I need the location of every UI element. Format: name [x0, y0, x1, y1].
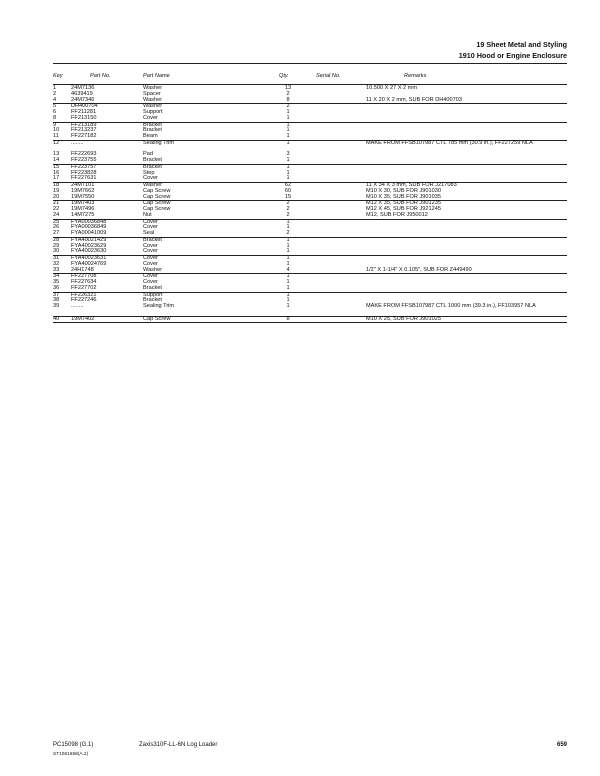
part-qty: 8 [286, 96, 290, 103]
part-name: Cover [143, 273, 158, 280]
part-name: Cover [143, 224, 158, 231]
part-qty: 1 [286, 279, 290, 285]
part-number: ........ [71, 139, 84, 146]
part-key: 12 [53, 139, 60, 146]
part-key: 27 [53, 230, 60, 236]
part-group [53, 293, 567, 317]
section-title: 19 Sheet Metal and Styling [476, 40, 567, 49]
part-group [53, 274, 567, 292]
part-key: 25 [53, 218, 60, 225]
part-key: 20 [53, 193, 60, 200]
part-name: Washer [143, 96, 163, 103]
part-qty: 1 [286, 255, 290, 261]
part-key: 6 [53, 109, 57, 115]
part-number: FF213150 [71, 114, 97, 121]
part-qty: 1 [286, 127, 290, 134]
header-rule [53, 63, 567, 64]
part-name: Washer [143, 103, 163, 110]
part-qty: 1 [286, 297, 290, 304]
part-qty: 1 [286, 121, 290, 128]
part-name: Cap Screw [143, 315, 171, 322]
part-number: FF227631 [71, 175, 97, 182]
part-key: 39 [53, 303, 60, 309]
part-qty: 1 [286, 175, 290, 182]
table-row [53, 141, 567, 153]
part-qty: 2 [286, 206, 290, 212]
part-number: 19M7403 [71, 200, 95, 207]
part-number: FF213237 [71, 127, 97, 134]
part-key: 17 [53, 175, 60, 182]
table-row [53, 249, 567, 255]
part-name: Cap Screw [143, 187, 171, 194]
part-remarks: MAKE FROM FFSB107987 CTL 1000 mm (39.3 in.), FF103957 NLA [366, 303, 536, 309]
part-name: Sealing Trim [143, 139, 175, 146]
part-number: FYA40021429 [71, 236, 107, 243]
part-name: Cap Screw [143, 206, 171, 212]
part-qty: 1 [286, 291, 290, 298]
column-header-serial-no: Serial No. [316, 73, 341, 79]
part-qty: 2 [286, 230, 290, 236]
part-key: 28 [53, 236, 60, 243]
footer-model: Zaxis310F-LL-6N Log Loader [139, 742, 218, 748]
table-row [53, 134, 567, 140]
part-name: Bracket [143, 297, 162, 304]
part-group [53, 238, 567, 256]
part-remarks: M10 X 25, SUB FOR J901025 [366, 315, 441, 322]
part-number: FF223755 [71, 157, 97, 163]
part-remarks: M10 X 35, SUB FOR J901035 [366, 193, 441, 200]
part-name: Washer [143, 182, 163, 188]
part-name: Beam [143, 133, 158, 139]
part-remarks: 10.500 X 27 X 2 mm [366, 85, 417, 91]
part-number: FYA00036848 [71, 218, 107, 225]
part-name: Support [143, 109, 163, 115]
part-name: Spacer [143, 90, 161, 97]
part-key: 4 [53, 96, 57, 103]
part-number: 19M7496 [71, 206, 95, 212]
table-row [53, 213, 567, 219]
part-key: 37 [53, 291, 60, 298]
part-qty: 1 [286, 114, 290, 121]
part-number: FF222693 [71, 151, 97, 158]
footer-doc-id: PC15098 (G.1) [53, 742, 94, 748]
part-number: 19M7402 [71, 315, 95, 322]
part-name: Bracket [143, 157, 162, 163]
part-qty: 15 [284, 193, 292, 200]
part-qty: 1 [286, 303, 290, 309]
part-name: Washer [143, 85, 163, 91]
part-qty: 1 [286, 157, 290, 163]
part-qty: 13 [284, 85, 292, 91]
part-number: FYA40024769 [71, 260, 107, 267]
column-header-part-name: Part Name [143, 73, 170, 79]
part-qty: 1 [286, 169, 290, 176]
part-remarks: 1/2" X 1-1/4" X 0.105", SUB FOR Z449490 [366, 266, 472, 273]
part-name: Step [143, 169, 155, 176]
part-key: 36 [53, 284, 60, 291]
part-number: FYA00036849 [71, 224, 107, 231]
part-key: 38 [53, 297, 60, 304]
part-group [53, 183, 567, 201]
part-name: Cover [143, 248, 158, 255]
part-key: 15 [53, 163, 60, 170]
part-qty: 3 [286, 151, 290, 158]
part-name: Cover [143, 279, 158, 285]
part-number: FF227702 [71, 284, 97, 291]
parts-table [53, 86, 567, 323]
part-remarks: M10 X 30, SUB FOR J901030 [366, 187, 441, 194]
part-key: 2 [53, 90, 57, 97]
part-qty: 2 [286, 200, 290, 207]
part-remarks: M12 X 45, SUB FOR J921245 [366, 206, 441, 212]
part-number: FF226321 [71, 291, 97, 298]
part-name: Cover [143, 175, 158, 182]
part-number: 19M7550 [71, 193, 95, 200]
part-group [53, 201, 567, 219]
part-key: 33 [53, 266, 60, 273]
part-number: FF223828 [71, 169, 97, 176]
part-name: Bracket [143, 127, 162, 134]
table-row [53, 286, 567, 292]
part-number: FF211281 [71, 109, 97, 115]
part-number: FYA40023631 [71, 255, 107, 261]
part-name: Support [143, 291, 163, 298]
column-header-qty: Qty. [279, 73, 289, 79]
table-row [53, 195, 567, 201]
part-name: Nut [143, 211, 152, 218]
part-number: FF213189 [71, 121, 97, 128]
part-key: 40 [53, 315, 60, 322]
part-key: 1 [53, 85, 57, 91]
part-name: Cover [143, 260, 158, 267]
part-key: 29 [53, 242, 60, 249]
part-qty: 2 [286, 90, 290, 97]
part-qty: 1 [286, 242, 290, 249]
part-key: 31 [53, 255, 60, 261]
part-key: 14 [53, 157, 60, 163]
part-key: 10 [53, 127, 60, 134]
page-number: 659 [556, 742, 567, 748]
part-number: FYA40023630 [71, 248, 107, 255]
part-name: Cover [143, 218, 158, 225]
part-number: 19M7662 [71, 187, 95, 194]
part-qty: 1 [286, 139, 290, 146]
part-group [53, 256, 567, 274]
subsection-title: 1910 Hood or Engine Enclosure [458, 51, 567, 60]
part-name: Cover [143, 242, 158, 249]
part-name: Sealing Trim [143, 303, 175, 309]
part-key: 35 [53, 279, 60, 285]
column-header-rule [53, 84, 567, 85]
table-row [53, 176, 567, 182]
part-name: Cover [143, 114, 158, 121]
part-remarks: M12 X 35, SUB FOR J901235 [366, 200, 441, 207]
part-name: Seal [143, 230, 155, 236]
part-remarks: M12, SUB FOR J950012 [366, 211, 428, 218]
part-name: Bracket [143, 121, 162, 128]
part-key: 8 [53, 114, 57, 121]
part-key: 18 [53, 182, 60, 188]
table-row [53, 158, 567, 164]
part-qty: 4 [286, 266, 290, 273]
part-qty: 1 [286, 109, 290, 115]
part-name: Bracket [143, 236, 162, 243]
part-group [53, 165, 567, 183]
part-number: FF227182 [71, 133, 97, 139]
part-qty: 8 [286, 315, 290, 322]
part-qty: 1 [286, 273, 290, 280]
part-number: ........ [71, 303, 84, 309]
part-name: Cover [143, 255, 158, 261]
part-qty: 1 [286, 260, 290, 267]
part-key: 9 [53, 121, 57, 128]
part-group [53, 104, 567, 122]
part-name: Cap Screw [143, 200, 171, 207]
part-qty: 2 [286, 211, 290, 218]
part-key: 13 [53, 151, 60, 158]
part-remarks: 11 X 20 X 2 mm, SUB FOR DH400703 [366, 96, 462, 103]
part-key: 26 [53, 224, 60, 231]
part-qty: 1 [286, 248, 290, 255]
part-number: 14M7275 [71, 211, 95, 218]
part-name: Bracket [143, 163, 162, 170]
part-qty: 1 [286, 163, 290, 170]
part-qty: 1 [286, 218, 290, 225]
part-number: 24M7346 [71, 96, 95, 103]
part-key: 32 [53, 260, 60, 267]
part-key: 30 [53, 248, 60, 255]
part-number: FF223757 [71, 163, 97, 170]
column-header-key: Key [53, 73, 63, 79]
part-qty: 2 [286, 103, 290, 110]
part-key: 21 [53, 200, 60, 207]
part-number: FYA00041009 [71, 230, 107, 236]
part-group [53, 86, 567, 104]
table-row [53, 317, 567, 323]
column-header-part-no: Part No. [90, 73, 111, 79]
part-key: 11 [53, 133, 59, 139]
part-number: DH400704 [71, 103, 98, 110]
part-name: Pad [143, 151, 153, 158]
footer-code: ST1061658(A.2) [53, 752, 89, 757]
part-name: Washer [143, 266, 163, 273]
part-name: Cap Screw [143, 193, 171, 200]
part-number: FF227634 [71, 279, 97, 285]
part-number: FYA40023629 [71, 242, 107, 249]
part-qty: 1 [286, 224, 290, 231]
part-qty: 1 [286, 284, 290, 291]
column-header-remarks: Remarks [404, 73, 427, 79]
part-name: Bracket [143, 284, 162, 291]
table-row [53, 304, 567, 316]
part-key: 5 [53, 103, 57, 110]
part-key: 19 [53, 187, 60, 194]
part-qty: 60 [284, 187, 292, 194]
part-qty: 1 [286, 133, 290, 139]
part-key: 24 [53, 211, 60, 218]
part-group [53, 317, 567, 324]
table-row [53, 116, 567, 122]
table-row [53, 268, 567, 274]
part-group [53, 141, 567, 165]
part-number: 24H1748 [71, 266, 94, 273]
part-group [53, 123, 567, 141]
part-number: FF227708 [71, 273, 97, 280]
part-remarks: MAKE FROM FFSB107987 CTL 785 mm (30.9 in.), FF227259 NLA [366, 139, 533, 146]
part-number: 24M7101 [71, 182, 95, 188]
part-key: 16 [53, 169, 60, 176]
part-remarks: 11 X 34 X 3 mm, SUB FOR J217083 [366, 182, 457, 188]
part-group [53, 220, 567, 238]
part-number: FF227246 [71, 297, 97, 304]
part-qty: 62 [284, 182, 292, 188]
table-row [53, 231, 567, 237]
part-number: 24M7136 [71, 85, 95, 91]
table-row [53, 98, 567, 104]
part-key: 22 [53, 206, 60, 212]
part-key: 34 [53, 273, 60, 280]
part-number: 4639419 [71, 90, 93, 97]
part-qty: 1 [286, 236, 290, 243]
